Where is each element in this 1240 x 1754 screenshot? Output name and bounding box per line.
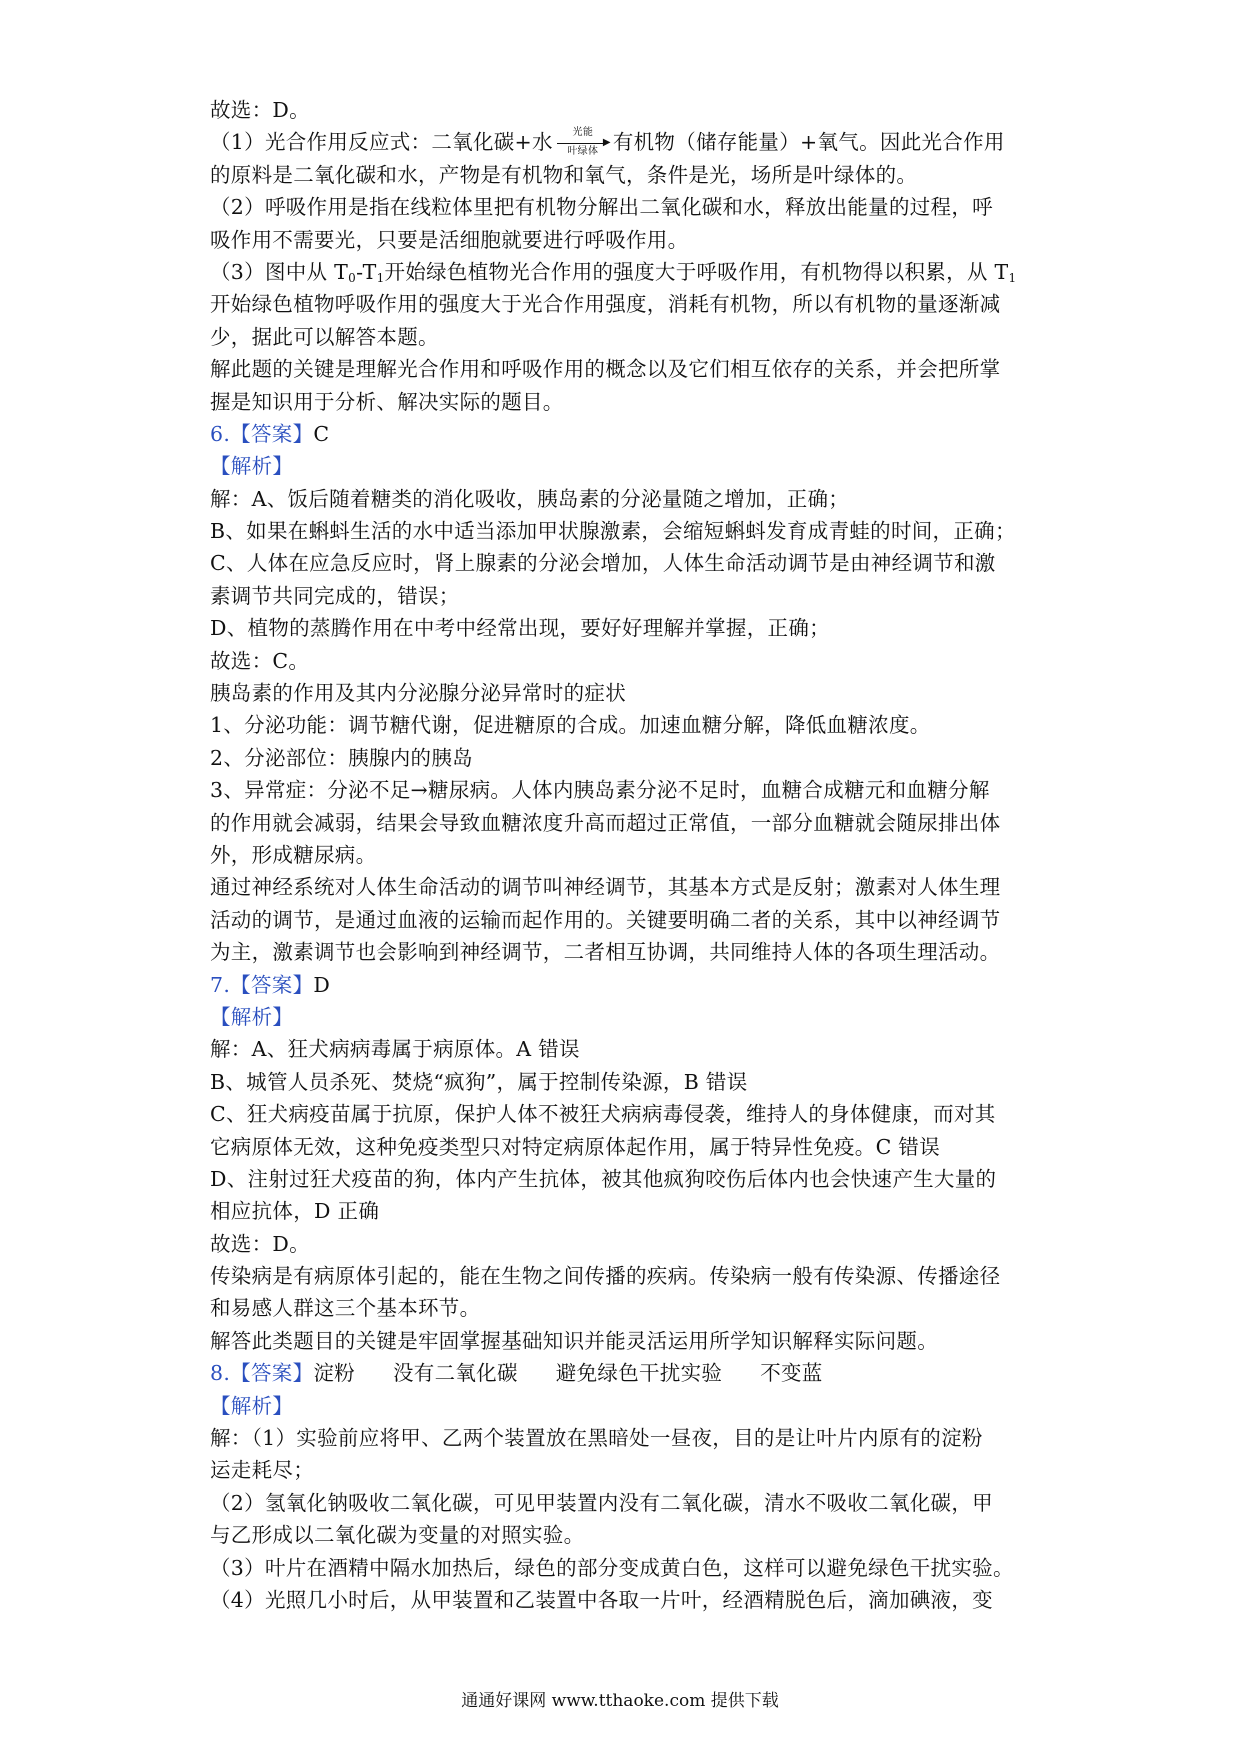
q7-line: 解答此类题目的关键是牢固掌握基础知识并能灵活运用所学知识解释实际问题。 [210,1328,938,1353]
document-body [210,94,1040,1616]
q6-line: 3、异常症：分泌不足→糖尿病。人体内胰岛素分泌不足时，血糖合成糖元和血糖分解 [210,778,990,803]
text-line-item3: （3）图中从 $T_0-T_1$开始绿色植物光合作用的强度大于呼吸作用，有机物得以积累，从 $T_1$ [210,259,1017,285]
q6-line: 的作用就会减弱，结果会导致血糖浓度升高而超过正常值，一部分血糖就会随尿排出体 [210,810,1001,835]
q6-answer-line [210,418,1040,450]
q8-line: 解：（1）实验前应将甲、乙两个装置放在黑暗处一昼夜，目的是让叶片内原有的淀粉 [210,1426,983,1451]
q6-line: C、人体在应急反应时，肾上腺素的分泌会增加，人体生命活动调节是由神经调节和激 [210,551,996,576]
page-footer: 通通好课网 www.tthaoke.com 提供下载 [461,1691,779,1711]
q7-analysis-tag: 【解析】 [210,1004,294,1029]
q7-line: B、城管人员杀死、焚烧“疯狗”，属于控制传染源，B 错误 [210,1069,748,1094]
q8-line: 与乙形成以二氧化碳为变量的对照实验。 [210,1523,585,1548]
text-line: 少，据此可以解答本题。 [210,324,439,349]
text-line: 握是知识用于分析、解决实际的题目。 [210,389,564,414]
formula-suffix: 有机物（储存能量）+氧气。因此光合作用 [612,130,1005,155]
q6-line: 活动的调节，是通过血液的运输而起作用的。关键要明确二者的关系，其中以神经调节 [210,907,1001,932]
q7-line: D、注射过狂犬疫苗的狗，体内产生抗体，被其他疯狗咬伤后体内也会快速产生大量的 [210,1166,997,1191]
text-line: 开始绿色植物呼吸作用的强度大于光合作用强度，消耗有机物，所以有机物的量逐渐减 [210,292,1001,317]
q7-line: 解：A、狂犬病病毒属于病原体。A 错误 [210,1037,580,1062]
q7-answer: D [313,972,331,997]
q7-answer-line [210,969,1040,1001]
q6-answer-tag: 【答案】 [230,421,314,446]
q8-analysis-tag: 【解析】 [210,1393,294,1418]
text-line: 故选：D。 [210,98,310,122]
text-line: （2）呼吸作用是指在线粒体里把有机物分解出二氧化碳和水，释放出能量的过程，呼 [210,195,993,220]
q6-line: 通过神经系统对人体生命活动的调节叫神经调节，其基本方式是反射；激素对人体生理 [210,875,1001,900]
formula-line [210,126,1040,158]
q8-answer-2: 没有二氧化碳 [392,1361,518,1386]
arrow-bottom-label: 叶绿体 [567,145,599,157]
text-line: 吸作用不需要光，只要是活细胞就要进行呼吸作用。 [210,227,689,252]
reaction-arrow-icon: 光能 ▶ 叶绿体 [555,129,611,159]
q7-number: 7. [210,972,231,997]
q6-line: 胰岛素的作用及其内分泌腺分泌异常时的症状 [210,681,626,706]
q6-line: 2、分泌部位：胰腺内的胰岛 [210,745,473,770]
q8-line: 运走耗尽； [210,1458,314,1483]
q8-line: （3）叶片在酒精中隔水加热后，绿色的部分变成黄白色，这样可以避免绿色干扰实验。 [210,1555,1014,1580]
q6-line: 解：A、饭后随着糖类的消化吸收，胰岛素的分泌量随之增加，正确； [210,486,850,511]
q8-line: （4）光照几小时后，从甲装置和乙装置中各取一片叶，经酒精脱色后，滴加碘液，变 [210,1587,993,1612]
q6-number: 6. [210,421,231,446]
q6-line: 为主，激素调节也会影响到神经调节，二者相互协调，共同维持人体的各项生理活动。 [210,940,1001,965]
q6-line: 故选：C。 [210,648,310,673]
q8-number: 8. [210,1361,231,1386]
q7-line: 传染病是有病原体引起的，能在生物之间传播的疾病。传染病一般有传染源、传播途径 [210,1264,1001,1289]
q6-analysis-tag: 【解析】 [210,454,294,479]
q7-line: 相应抗体，D 正确 [210,1199,380,1224]
q8-answer-4: 不变蓝 [760,1361,823,1386]
formula-prefix: （1）光合作用反应式：二氧化碳+水 [210,130,553,155]
q8-answer-1: 淀粉 [313,1361,355,1386]
q6-line: 外，形成糖尿病。 [210,842,377,867]
q7-line: 故选：D。 [210,1231,310,1256]
q6-line: B、如果在蝌蚪生活的水中适当添加甲状腺激素，会缩短蝌蚪发育成青蛙的时间，正确； [210,519,1016,544]
q8-line: （2）氢氧化钠吸收二氧化碳，可见甲装置内没有二氧化碳，清水不吸收二氧化碳，甲 [210,1490,993,1515]
q7-line: C、狂犬病疫苗属于抗原，保护人体不被狂犬病病毒侵袭，维持人的身体健康，而对其 [210,1102,996,1127]
text-line: 解此题的关键是理解光合作用和呼吸作用的概念以及它们相互依存的关系，并会把所掌 [210,357,1001,382]
q7-answer-tag: 【答案】 [230,972,314,997]
q8-answer-tag: 【答案】 [230,1361,314,1386]
q7-line: 和易感人群这三个基本环节。 [210,1296,481,1321]
q8-answer-line [210,1357,1040,1389]
q6-line: 1、分泌功能：调节糖代谢，促进糖原的合成。加速血糖分解，降低血糖浓度。 [210,713,931,738]
arrow-top-label: 光能 [572,126,594,138]
text-line: 的原料是二氧化碳和水，产物是有机物和氧气，条件是光，场所是叶绿体的。 [210,162,918,187]
q7-line: 它病原体无效，这种免疫类型只对特定病原体起作用，属于特异性免疫。C 错误 [210,1134,940,1159]
q6-line: 素调节共同完成的，错误； [210,583,460,608]
q6-answer: C [313,421,330,446]
q8-answer-3: 避免绿色干扰实验 [555,1361,723,1386]
q6-line: D、植物的蒸腾作用在中考中经常出现，要好好理解并掌握，正确； [210,616,830,641]
